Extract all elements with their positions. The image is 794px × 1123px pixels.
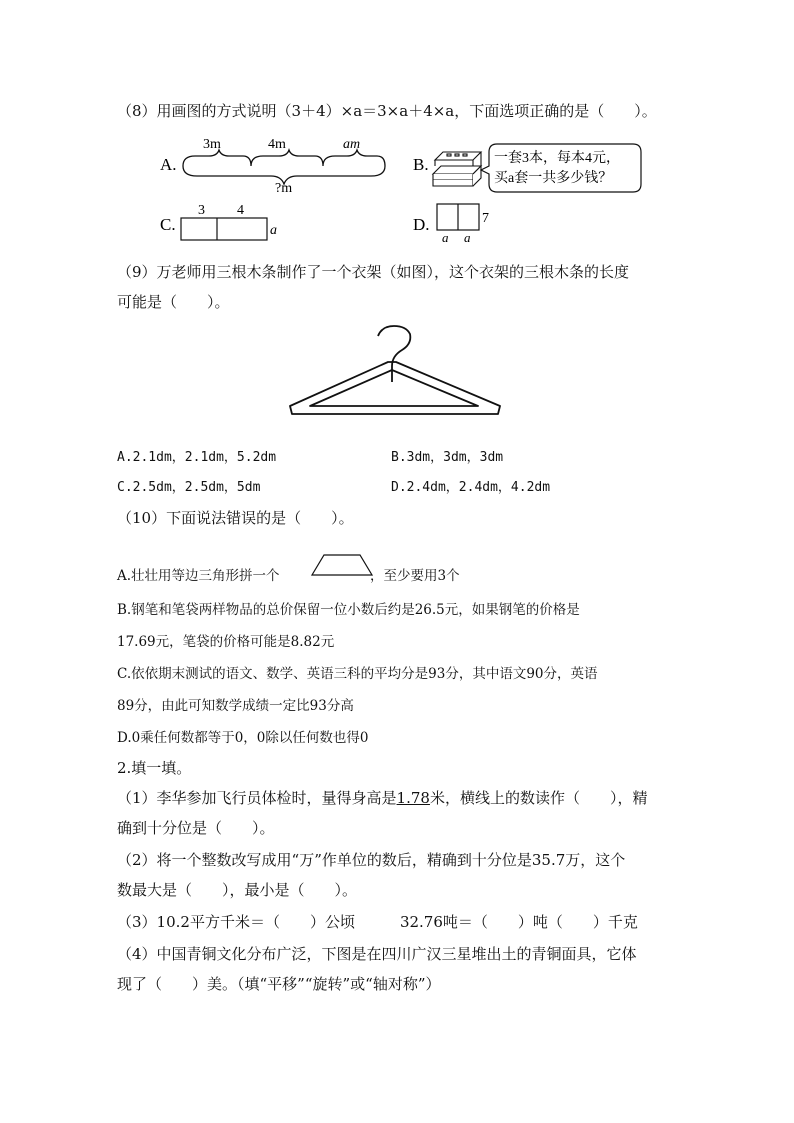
q8-optA-seg1: 3m	[203, 137, 221, 152]
q10-stem: （10）下面说法错误的是（ ）。	[117, 509, 354, 527]
s2-q1-post: 米，横线上的数读作（ ），精	[429, 789, 648, 807]
q8-optC-top1: 3	[198, 203, 205, 218]
q8-optD-side: 7	[482, 211, 489, 226]
q9-line2: 可能是（ ）。	[117, 293, 230, 311]
q8-optD-bottom2: a	[464, 230, 471, 245]
s2-q2-line1: （2）将一个整数改写成用“万”作单位的数后，精确到十分位是35.7万，这个	[117, 851, 626, 869]
hanger-icon	[290, 326, 500, 414]
q8-optA-seg2: 4m	[268, 137, 286, 152]
q8-optC-letter: C.	[160, 215, 176, 234]
hanger-figure	[286, 322, 506, 422]
s2-q4-line2: 现了（ ）美。（填“平移”“旋转”或“轴对称”）	[117, 975, 441, 993]
q9-optA: A.2.1dm，2.1dm，5.2dm	[117, 450, 277, 465]
q8-optB-letter: B.	[413, 155, 429, 174]
q10-optB-1: B.钢笔和笔袋两样物品的总价保留一位小数后约是26.5元，如果钢笔的价格是	[117, 602, 580, 618]
q10-optC-1: C.依依期末测试的语文、数学、英语三科的平均分是93分，其中语文90分，英语	[117, 666, 598, 682]
q8-optC-rect	[181, 218, 267, 240]
trapezoid-icon	[310, 553, 374, 579]
q8-stem: （8）用画图的方式说明（3＋4）×a＝3×a＋4×a，下面选项正确的是（ ）。	[117, 102, 657, 120]
s2-q1-underlined-value: 1.78	[396, 789, 430, 807]
q9-optD: D.2.4dm，2.4dm，4.2dm	[391, 480, 551, 495]
q10-optA-post: ，至少要用3个	[370, 568, 460, 584]
q8-optC-side: a	[270, 223, 277, 238]
book-stack-icon	[433, 152, 481, 186]
section2-title: 2.填一填。	[117, 759, 192, 777]
q8-optB-bubble-line2: 买a套一共多少钱？	[494, 171, 613, 186]
q8-figure	[155, 130, 655, 250]
s2-q1-pre: （1）李华参加飞行员体检时，量得身高是	[117, 789, 397, 807]
q10-optD: D.0乘任何数都等于0，0除以任何数也得0	[117, 730, 369, 746]
q9-line1: （9）万老师用三根木条制作了一个衣架（如图），这个衣架的三根木条的长度	[117, 263, 630, 281]
q8-optB-bubble-line1: 一套3本，每本4元，	[494, 151, 620, 166]
q8-optD-letter: D.	[413, 215, 430, 234]
s2-q1-line2: 确到十分位是（ ）。	[117, 819, 275, 837]
q8-optA-letter: A.	[160, 155, 177, 174]
q8-optA-total: ?m	[275, 181, 293, 196]
q9-optB: B.3dm，3dm，3dm	[391, 450, 504, 465]
q10-optB-2: 17.69元，笔袋的价格可能是8.82元	[117, 634, 335, 650]
q8-optC-top2: 4	[237, 203, 244, 218]
s2-q3: （3）10.2平方千米＝（ ）公顷 32.76吨＝（ ）吨（ ）千克	[117, 913, 638, 931]
s2-q1-line1	[117, 788, 647, 808]
q10-optA-pre: A.壮壮用等边三角形拼一个	[117, 568, 280, 584]
q9-optC: C.2.5dm，2.5dm，5dm	[117, 480, 261, 495]
q8-optD-bottom1: a	[442, 230, 449, 245]
q10-optC-2: 89分，由此可知数学成绩一定比93分高	[117, 698, 354, 714]
s2-q2-line2: 数最大是（ ），最小是（ ）。	[117, 881, 358, 899]
s2-q4-line1: （4）中国青铜文化分布广泛，下图是在四川广汉三星堆出土的青铜面具，它体	[117, 945, 637, 963]
q8-optA-seg3: am	[343, 137, 361, 152]
q8-optA-brace-top	[183, 150, 385, 166]
